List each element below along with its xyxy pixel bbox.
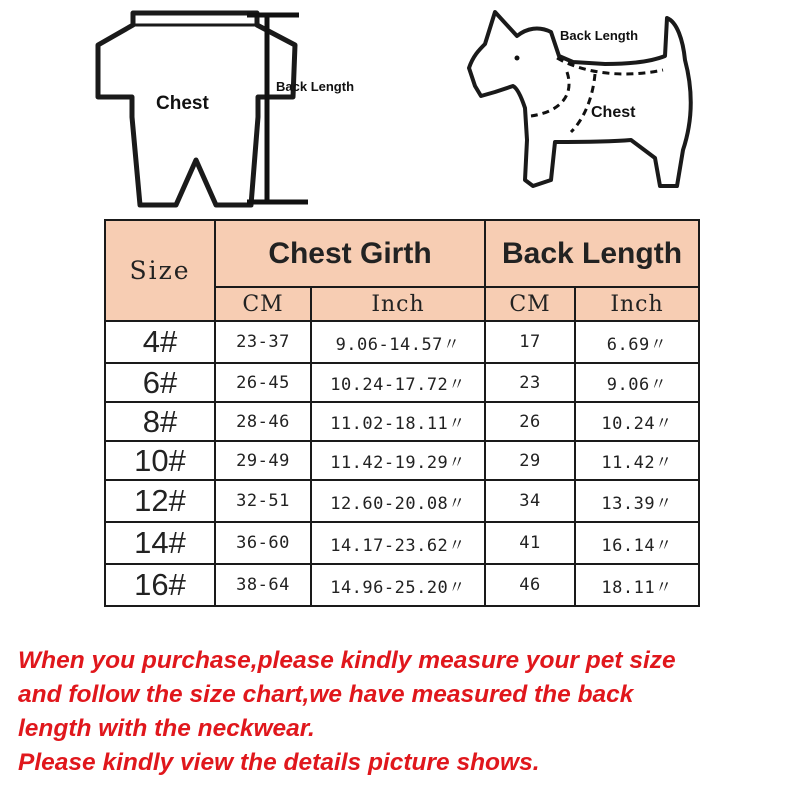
size-chart-table <box>104 219 700 607</box>
table-row <box>105 321 699 363</box>
chest-cm-cell: 28-46 <box>215 402 311 441</box>
dog-eye <box>515 56 520 61</box>
back-cm-cell: 46 <box>485 564 575 606</box>
chest-inch-cell: 10.24-17.72〃 <box>311 363 485 402</box>
chest-inch-cell: 14.17-23.62〃 <box>311 522 485 564</box>
back-inch-cell: 10.24〃 <box>575 402 699 441</box>
chest-cm-cell: 38-64 <box>215 564 311 606</box>
back-inch-cell: 11.42〃 <box>575 441 699 480</box>
note-line: and follow the size chart,we have measured the back <box>18 681 634 708</box>
clothing-back-length-label: Back Length <box>276 79 355 94</box>
chest-inch-cell: 12.60-20.08〃 <box>311 480 485 522</box>
chest-cm-cell: 26-45 <box>215 363 311 402</box>
table-row <box>105 402 699 441</box>
clothing-diagram <box>90 5 380 210</box>
chest-inch-header: Inch <box>311 287 485 321</box>
note-line: Please kindly view the details picture shows. <box>18 749 540 776</box>
back-inch-cell: 6.69〃 <box>575 321 699 363</box>
back-inch-header: Inch <box>575 287 699 321</box>
purchase-note <box>18 644 798 780</box>
back-cm-header: CM <box>485 287 575 321</box>
chest-inch-cell: 9.06-14.57〃 <box>311 321 485 363</box>
dog-chest-measure-line <box>531 72 569 116</box>
chest-inch-cell: 11.02-18.11〃 <box>311 402 485 441</box>
size-cell: 16# <box>105 564 215 606</box>
back-inch-cell: 18.11〃 <box>575 564 699 606</box>
back-cm-cell: 41 <box>485 522 575 564</box>
back-cm-cell: 17 <box>485 321 575 363</box>
table-row <box>105 564 699 606</box>
size-cell: 10# <box>105 441 215 480</box>
size-cell: 8# <box>105 402 215 441</box>
table-row <box>105 522 699 564</box>
chest-girth-header: Chest Girth <box>215 220 485 287</box>
table-row <box>105 441 699 480</box>
chest-inch-cell: 11.42-19.29〃 <box>311 441 485 480</box>
dog-chest-label: Chest <box>591 104 636 121</box>
size-cell: 12# <box>105 480 215 522</box>
table-header-row <box>105 220 699 287</box>
table-row <box>105 363 699 402</box>
size-cell: 6# <box>105 363 215 402</box>
size-header: Size <box>105 220 215 321</box>
chest-inch-cell: 14.96-25.20〃 <box>311 564 485 606</box>
back-inch-cell: 13.39〃 <box>575 480 699 522</box>
note-line: When you purchase,please kindly measure your pet size <box>18 647 676 674</box>
chest-cm-cell: 29-49 <box>215 441 311 480</box>
back-length-header: Back Length <box>485 220 699 287</box>
chest-cm-header: CM <box>215 287 311 321</box>
back-cm-cell: 26 <box>485 402 575 441</box>
back-cm-cell: 23 <box>485 363 575 402</box>
clothing-chest-label: Chest <box>156 93 209 114</box>
chest-cm-cell: 32-51 <box>215 480 311 522</box>
back-inch-cell: 9.06〃 <box>575 363 699 402</box>
chest-cm-cell: 36-60 <box>215 522 311 564</box>
table-row <box>105 480 699 522</box>
back-inch-cell: 16.14〃 <box>575 522 699 564</box>
back-cm-cell: 34 <box>485 480 575 522</box>
chest-cm-cell: 23-37 <box>215 321 311 363</box>
note-line: length with the neckwear. <box>18 715 315 742</box>
size-cell: 4# <box>105 321 215 363</box>
size-cell: 14# <box>105 522 215 564</box>
back-cm-cell: 29 <box>485 441 575 480</box>
dog-diagram <box>455 0 715 200</box>
dog-back-length-label: Back Length <box>560 28 639 43</box>
dog-chest-measure-line-2 <box>571 74 595 132</box>
